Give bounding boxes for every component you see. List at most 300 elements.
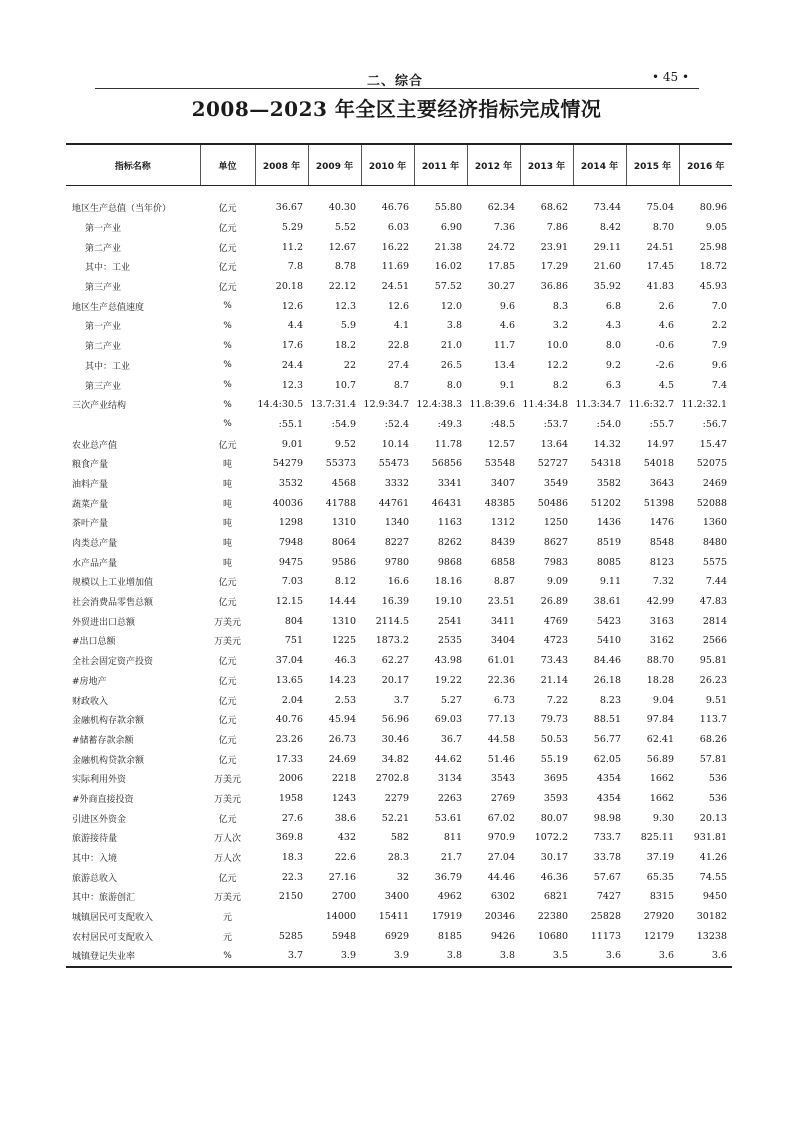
value-cell: 4354: [596, 792, 621, 804]
unit-cell: 吨: [222, 460, 232, 471]
value-cell: 26.73: [328, 733, 356, 745]
value-cell: 7.22: [546, 694, 568, 706]
value-cell: 9.04: [652, 694, 674, 706]
unit-cell: %: [223, 301, 232, 312]
unit-cell: 万人次: [213, 854, 241, 865]
value-cell: 53548: [484, 458, 515, 470]
unit-cell: 亿元: [218, 578, 237, 589]
value-cell: 1476: [649, 517, 674, 529]
value-cell: 44761: [378, 497, 409, 509]
value-cell: 3.6: [573, 946, 626, 967]
value-cell: 16.22: [381, 241, 409, 253]
value-cell: 36.86: [540, 281, 568, 293]
value-cell: 26.23: [699, 674, 727, 686]
value-cell: 46.76: [381, 202, 409, 214]
value-cell: 8.2: [552, 379, 568, 391]
value-cell: 4962: [437, 891, 462, 903]
value-cell: 804: [284, 615, 303, 627]
value-cell: 3549: [543, 477, 568, 489]
value-cell: 36.79: [434, 871, 462, 883]
value-cell: 24.72: [487, 241, 515, 253]
value-cell: 1225: [331, 635, 356, 647]
value-cell: 1340: [384, 517, 409, 529]
indicator-name: 三次产业结构: [72, 401, 127, 412]
value-cell: 51202: [590, 497, 621, 509]
unit-cell: 万美元: [213, 637, 241, 648]
value-cell: 11173: [590, 930, 621, 942]
unit-cell: 亿元: [218, 716, 237, 727]
value-cell: 12.67: [328, 241, 356, 253]
value-cell: 55.80: [434, 202, 462, 214]
value-cell: 62.27: [381, 655, 409, 667]
indicator-name: 第三产业: [85, 381, 122, 392]
indicator-name: 实际利用外资: [72, 775, 127, 786]
value-cell: 11.7: [493, 340, 515, 352]
value-cell: 3.6: [679, 946, 732, 967]
spacer-row: [66, 186, 732, 199]
table-row: [66, 474, 732, 494]
value-cell: 6858: [490, 556, 515, 568]
value-cell: 14000: [325, 911, 356, 923]
value-cell: 8123: [649, 556, 674, 568]
value-cell: 3543: [490, 773, 515, 785]
value-cell: 3.7: [255, 946, 308, 967]
value-cell: 22.12: [328, 281, 356, 293]
value-cell: 12179: [643, 930, 674, 942]
value-cell: 7.44: [705, 576, 727, 588]
indicator-name: 肉类总产量: [72, 539, 118, 550]
header-rule: [95, 88, 699, 89]
value-cell: 40.30: [328, 202, 356, 214]
value-cell: :48.5: [490, 418, 515, 430]
value-cell: 18.16: [434, 576, 462, 588]
value-cell: 77.13: [487, 714, 515, 726]
value-cell: 14.97: [646, 438, 674, 450]
value-cell: 62.05: [593, 753, 621, 765]
value-cell: 7.9: [711, 340, 727, 352]
value-cell: 1436: [596, 517, 621, 529]
table-row: [66, 218, 732, 238]
value-cell: 2114.5: [375, 615, 409, 627]
table-row: [66, 631, 732, 651]
unit-cell: 元: [222, 932, 232, 943]
value-cell: 27.04: [487, 852, 515, 864]
value-cell: 1250: [543, 517, 568, 529]
value-cell: 57.81: [699, 753, 727, 765]
column-header: 2012 年: [467, 144, 520, 186]
value-cell: 18.28: [646, 674, 674, 686]
value-cell: 61.01: [487, 655, 515, 667]
value-cell: 7.4: [711, 379, 727, 391]
indicator-name: 财政收入: [72, 696, 109, 707]
value-cell: 62.34: [487, 202, 515, 214]
indicator-name: 旅游接待量: [72, 834, 118, 845]
unit-cell: 万美元: [213, 893, 241, 904]
indicator-name: 金融机构贷款余额: [72, 755, 145, 766]
value-cell: 46431: [431, 497, 462, 509]
indicator-name: 第二产业: [85, 243, 122, 254]
value-cell: 113.7: [699, 714, 727, 726]
value-cell: 582: [390, 832, 409, 844]
value-cell: 88.70: [646, 655, 674, 667]
value-cell: 22: [343, 359, 356, 371]
value-cell: 11.3:34.7: [575, 399, 621, 411]
value-cell: 52088: [696, 497, 727, 509]
unit-cell: 亿元: [218, 657, 237, 668]
table-row: [66, 651, 732, 671]
value-cell: 1958: [278, 792, 303, 804]
indicator-name: 油料产量: [72, 479, 109, 490]
value-cell: 8.78: [334, 261, 356, 273]
indicator-name: 城镇登记失业率: [66, 946, 200, 967]
value-cell: 8.3: [552, 300, 568, 312]
value-cell: 45.94: [328, 714, 356, 726]
page-number: • 45 •: [652, 70, 690, 84]
table-row: [66, 316, 732, 336]
value-cell: 4.1: [393, 320, 409, 332]
value-cell: 8519: [596, 537, 621, 549]
table-row: [66, 552, 732, 572]
value-cell: 41.83: [646, 281, 674, 293]
value-cell: 2.6: [658, 300, 674, 312]
value-cell: 3341: [437, 477, 462, 489]
table-row: [66, 848, 732, 868]
unit-cell: 吨: [222, 539, 232, 550]
table-row: [66, 415, 732, 435]
value-cell: 3593: [543, 792, 568, 804]
value-cell: 35.92: [593, 281, 621, 293]
value-cell: 5423: [596, 615, 621, 627]
value-cell: 2769: [490, 792, 515, 804]
value-cell: 54318: [590, 458, 621, 470]
value-cell: 27.4: [387, 359, 409, 371]
indicator-name: #外商直接投资: [72, 794, 134, 805]
value-cell: 62.41: [646, 733, 674, 745]
value-cell: 21.7: [440, 852, 462, 864]
value-cell: 4.5: [658, 379, 674, 391]
value-cell: 80.07: [540, 812, 568, 824]
value-cell: 56.89: [646, 753, 674, 765]
value-cell: 27920: [643, 911, 674, 923]
value-cell: 12.3: [281, 379, 303, 391]
indicator-table: [66, 143, 732, 968]
value-cell: 3.8: [446, 320, 462, 332]
value-cell: 20.13: [699, 812, 727, 824]
value-cell: 27.6: [281, 812, 303, 824]
indicator-name: 农业总产值: [72, 440, 118, 451]
value-cell: 73.44: [593, 202, 621, 214]
table-row: [66, 611, 732, 631]
value-cell: 18.3: [281, 852, 303, 864]
indicator-name: 全社会固定资产投资: [72, 657, 154, 668]
value-cell: 32: [396, 871, 409, 883]
unit-cell: 亿元: [218, 735, 237, 746]
value-cell: 1163: [437, 517, 462, 529]
value-cell: 1312: [490, 517, 515, 529]
value-cell: 8227: [384, 537, 409, 549]
value-cell: 57.52: [434, 281, 462, 293]
value-cell: 7427: [596, 891, 621, 903]
value-cell: 2700: [331, 891, 356, 903]
table-row: [66, 808, 732, 828]
value-cell: 3.5: [520, 946, 573, 967]
value-cell: 8.0: [605, 340, 621, 352]
value-cell: 56856: [431, 458, 462, 470]
value-cell: 34.82: [381, 753, 409, 765]
indicator-name: 其中：旅游创汇: [72, 893, 136, 904]
value-cell: 17.85: [487, 261, 515, 273]
value-cell: 37.19: [646, 852, 674, 864]
unit-cell: %: [200, 946, 255, 967]
value-cell: 4568: [331, 477, 356, 489]
value-cell: 17.29: [540, 261, 568, 273]
value-cell: 22.36: [487, 674, 515, 686]
value-cell: 30.46: [381, 733, 409, 745]
value-cell: 2541: [437, 615, 462, 627]
unit-cell: 亿元: [218, 224, 237, 235]
value-cell: 36.67: [275, 202, 303, 214]
value-cell: 369.8: [275, 832, 303, 844]
value-cell: 1298: [278, 517, 303, 529]
value-cell: 56.96: [381, 714, 409, 726]
value-cell: 19.10: [434, 596, 462, 608]
column-header: 2008 年: [255, 144, 308, 186]
value-cell: 9.1: [499, 379, 515, 391]
value-cell: 50.53: [540, 733, 568, 745]
unit-cell: 吨: [222, 519, 232, 530]
value-cell: 53.61: [434, 812, 462, 824]
unit-cell: %: [223, 360, 232, 371]
value-cell: 24.51: [381, 281, 409, 293]
value-cell: 9868: [437, 556, 462, 568]
value-cell: 88.51: [593, 714, 621, 726]
value-cell: 2218: [331, 773, 356, 785]
column-header: 2015 年: [626, 144, 679, 186]
value-cell: 9.11: [599, 576, 621, 588]
value-cell: 46.3: [334, 655, 356, 667]
value-cell: 97.84: [646, 714, 674, 726]
value-cell: 8439: [490, 537, 515, 549]
value-cell: 22.8: [387, 340, 409, 352]
value-cell: 3411: [490, 615, 515, 627]
value-cell: 8185: [437, 930, 462, 942]
value-cell: 8.0: [446, 379, 462, 391]
value-cell: 51398: [643, 497, 674, 509]
value-cell: 536: [708, 773, 727, 785]
table-row: [66, 336, 732, 356]
value-cell: 3162: [649, 635, 674, 647]
value-cell: 17.6: [281, 340, 303, 352]
value-cell: 931.81: [693, 832, 727, 844]
value-cell: 3400: [384, 891, 409, 903]
unit-cell: 亿元: [218, 243, 237, 254]
table-row: [66, 375, 732, 395]
value-cell: 2469: [702, 477, 727, 489]
value-cell: 5410: [596, 635, 621, 647]
value-cell: 6.3: [605, 379, 621, 391]
value-cell: 55373: [325, 458, 356, 470]
value-cell: 3.8: [414, 946, 467, 967]
value-cell: 6821: [543, 891, 568, 903]
indicator-name: 粮食产量: [72, 460, 109, 471]
value-cell: 46.36: [540, 871, 568, 883]
value-cell: 12.6: [387, 300, 409, 312]
value-cell: 6.03: [387, 222, 409, 234]
value-cell: 41.26: [699, 852, 727, 864]
value-cell: 21.60: [593, 261, 621, 273]
unit-cell: 亿元: [218, 873, 237, 884]
indicator-name: [66, 415, 200, 435]
table-row: [66, 671, 732, 691]
value-cell: 2.04: [281, 694, 303, 706]
value-cell: 68.62: [540, 202, 568, 214]
value-cell: 1310: [331, 615, 356, 627]
value-cell: 17.45: [646, 261, 674, 273]
value-cell: 69.03: [434, 714, 462, 726]
value-cell: 5948: [331, 930, 356, 942]
value-cell: 2006: [278, 773, 303, 785]
unit-cell: 万美元: [213, 775, 241, 786]
value-cell: 23.51: [487, 596, 515, 608]
value-cell: 7.32: [652, 576, 674, 588]
indicator-name: 第一产业: [85, 322, 122, 333]
value-cell: :49.3: [437, 418, 462, 430]
value-cell: 51.46: [487, 753, 515, 765]
value-cell: 43.98: [434, 655, 462, 667]
value-cell: 22.6: [334, 852, 356, 864]
value-cell: 9780: [384, 556, 409, 568]
value-cell: 7.8: [287, 261, 303, 273]
value-cell: 29.11: [593, 241, 621, 253]
section-heading: 二、综合: [367, 74, 424, 89]
value-cell: 3.2: [552, 320, 568, 332]
table-row: [66, 690, 732, 710]
indicator-name: 金融机构存款余额: [72, 716, 145, 727]
value-cell: 8085: [596, 556, 621, 568]
value-cell: 5.27: [440, 694, 462, 706]
value-cell: 970.9: [487, 832, 515, 844]
value-cell: 48385: [484, 497, 515, 509]
value-cell: -2.6: [655, 359, 674, 371]
unit-cell: 万美元: [213, 794, 241, 805]
value-cell: 21.14: [540, 674, 568, 686]
value-cell: 10.14: [381, 438, 409, 450]
unit-cell: 亿元: [218, 696, 237, 707]
table-row: [66, 828, 732, 848]
column-header: 2013 年: [520, 144, 573, 186]
indicator-name: 第二产业: [85, 342, 122, 353]
unit-cell: 吨: [222, 558, 232, 569]
unit-cell: 亿元: [218, 755, 237, 766]
value-cell: 23.91: [540, 241, 568, 253]
value-cell: 9475: [278, 556, 303, 568]
indicator-name: 外贸进出口总额: [72, 617, 136, 628]
unit-cell: 吨: [222, 479, 232, 490]
value-cell: 9.51: [705, 694, 727, 706]
value-cell: 2535: [437, 635, 462, 647]
value-cell: 18.72: [699, 261, 727, 273]
value-cell: 7983: [543, 556, 568, 568]
value-cell: 2702.8: [375, 773, 409, 785]
value-cell: 75.04: [646, 202, 674, 214]
unit-cell: 元: [222, 913, 232, 924]
value-cell: 1310: [331, 517, 356, 529]
value-cell: 36.7: [440, 733, 462, 745]
value-cell: 4354: [596, 773, 621, 785]
value-cell: 24.51: [646, 241, 674, 253]
value-cell: 25.98: [699, 241, 727, 253]
value-cell: 38.61: [593, 596, 621, 608]
indicator-name: 其中：入境: [72, 854, 118, 865]
value-cell: 9.05: [705, 222, 727, 234]
value-cell: 14.23: [328, 674, 356, 686]
table-row: [66, 493, 732, 513]
value-cell: 8.12: [334, 576, 356, 588]
table-row: [66, 749, 732, 769]
value-cell: 52727: [537, 458, 568, 470]
table-header: [66, 144, 732, 186]
table-row: [66, 198, 732, 218]
value-cell: 55473: [378, 458, 409, 470]
value-cell: 45.93: [699, 281, 727, 293]
unit-cell: %: [223, 380, 232, 391]
indicator-name: 水产品产量: [72, 558, 118, 569]
column-header: 2009 年: [308, 144, 361, 186]
value-cell: :53.7: [543, 418, 568, 430]
value-cell: 52075: [696, 458, 727, 470]
value-cell: 4.6: [499, 320, 515, 332]
value-cell: 4769: [543, 615, 568, 627]
unit-cell: 万美元: [213, 617, 241, 628]
value-cell: 24.69: [328, 753, 356, 765]
value-cell: 14.4:30.5: [257, 399, 303, 411]
value-cell: 55.19: [540, 753, 568, 765]
unit-cell: %: [223, 320, 232, 331]
indicator-name: #房地产: [72, 676, 107, 687]
table-row: [66, 454, 732, 474]
value-cell: 14.32: [593, 438, 621, 450]
unit-cell: 亿元: [218, 598, 237, 609]
value-cell: 84.46: [593, 655, 621, 667]
value-cell: 8548: [649, 537, 674, 549]
value-cell: 7.0: [711, 300, 727, 312]
indicator-name: 第三产业: [85, 283, 122, 294]
table-row: [66, 887, 732, 907]
value-cell: :56.7: [702, 418, 727, 430]
value-cell: 80.96: [699, 202, 727, 214]
unit-cell: 亿元: [218, 440, 237, 451]
value-cell: 10.0: [546, 340, 568, 352]
value-cell: 44.58: [487, 733, 515, 745]
value-cell: 6.8: [605, 300, 621, 312]
value-cell: 12.3: [334, 300, 356, 312]
value-cell: 2814: [702, 615, 727, 627]
indicator-name: 城镇居民可支配收入: [72, 913, 154, 924]
value-cell: :52.4: [384, 418, 409, 430]
value-cell: 3134: [437, 773, 462, 785]
value-cell: 47.83: [699, 596, 727, 608]
value-cell: 4.4: [287, 320, 303, 332]
value-cell: 2566: [702, 635, 727, 647]
indicator-name: 农村居民可支配收入: [72, 932, 154, 943]
value-cell: 7.03: [281, 576, 303, 588]
value-cell: 7948: [278, 537, 303, 549]
table-row: [66, 926, 732, 946]
value-cell: 13238: [696, 930, 727, 942]
value-cell: 16.02: [434, 261, 462, 273]
value-cell: 5.9: [340, 320, 356, 332]
value-cell: [255, 907, 308, 927]
